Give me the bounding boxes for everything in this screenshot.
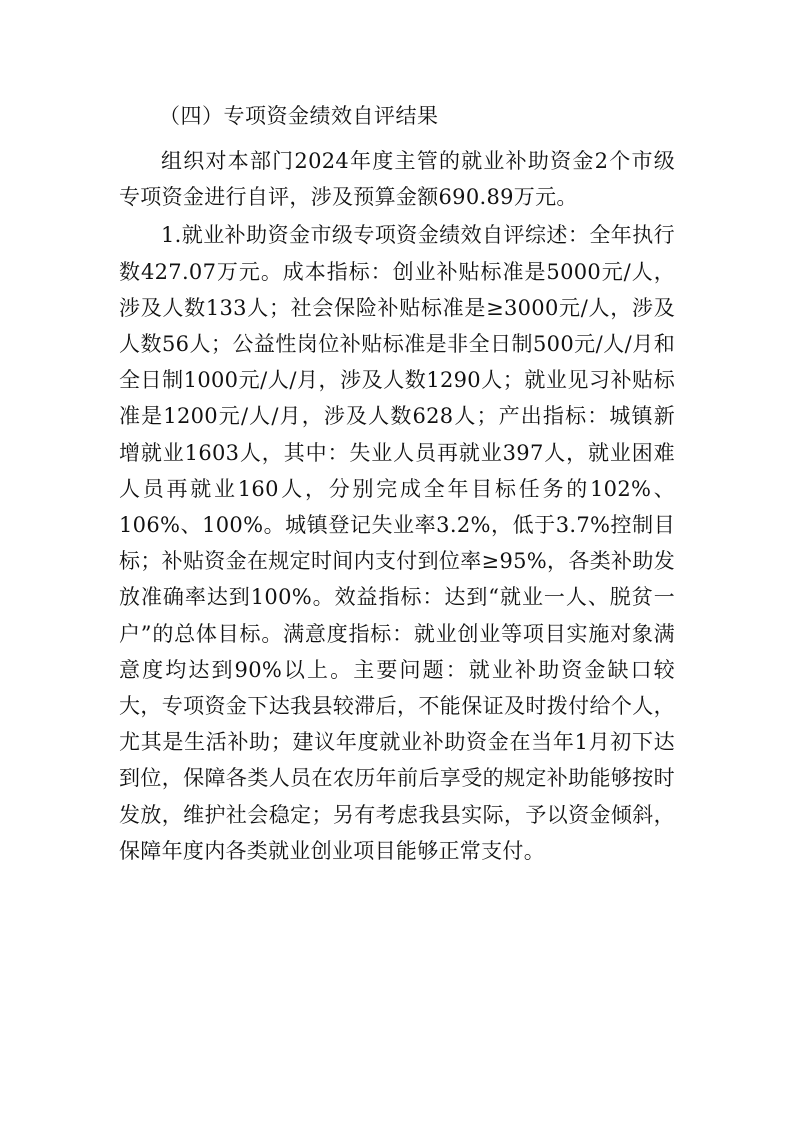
section-heading: （四）专项资金绩效自评结果 <box>159 104 439 128</box>
paragraph-employment-subsidy-summary: 1.就业补助资金市级专项资金绩效自评综述：全年执行数427.07万元。成本指标：创业补贴标准是5000元/人，涉及人数133人；社会保险补贴标准是≥3000元/人，涉及人数56人；公益性岗位补贴标准是非全日制500元/人/月和全日制1000元/人/月，涉及人数1290人；就业见习补贴标准是1200元/人/月，涉及人数628人；产出指标：城镇新增就业1603人，其中：失业人员再就业397人，就业困难人员再就业160人，分别完成全年目标任务的102%、106%、100%。城镇登记失业率3.2%，低于3.7%控制目标；补贴资金在规定时间内支付到位率≥95%，各类补助发放准确率达到100%。效益指标：达到“就业一人、脱贫一户”的总体目标。满意度指标：就业创业等项目实施对象满意度均达到90%以上。主要问题：就业补助资金缺口较大，专项资金下达我县较滞后，不能保证及时拨付给个人，尤其是生活补助；建议年度就业补助资金在当年1月初下达到位，保障各类人员在农历年前后享受的规定补助能够按时发放，维护社会稳定；另有考虑我县实际，予以资金倾斜，保障年度内各类就业创业项目能够正常支付。 <box>119 223 675 863</box>
paragraph-overview: 组织对本部门2024年度主管的就业补助资金2个市级专项资金进行自评，涉及预算金额690.89万元。 <box>119 149 675 210</box>
document-body <box>119 98 675 871</box>
